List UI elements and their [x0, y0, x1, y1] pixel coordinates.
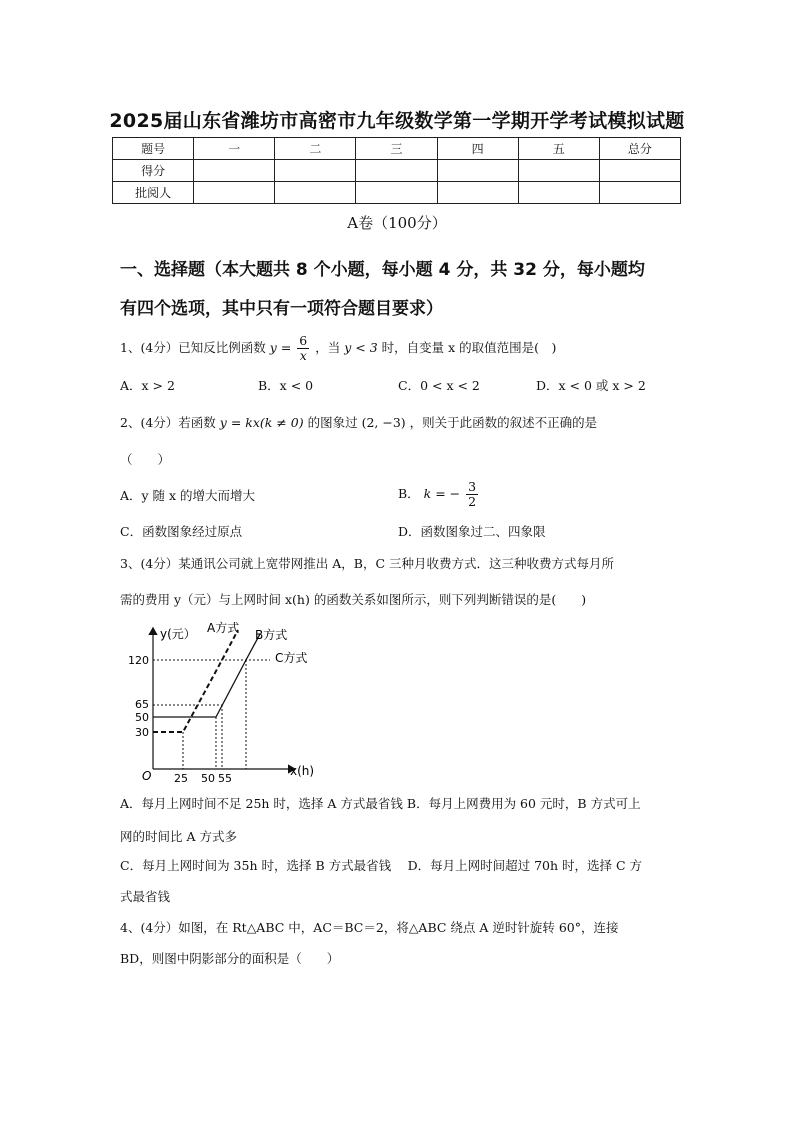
y-tick-50: 50 — [135, 711, 149, 724]
q1-option-a[interactable]: A．x > 2 — [120, 378, 175, 393]
q2-optb-num: 3 — [468, 478, 477, 494]
score-header-cell: 总分 — [599, 138, 680, 160]
q3-options-line3[interactable]: C．每月上网时间为 35h 时，选择 B 方式最省钱 D．每月上网时间超过 70h 时，选择 C 方 — [120, 858, 643, 873]
score-cell[interactable] — [356, 160, 437, 182]
q1-frac-den: x — [299, 348, 307, 363]
q1-fraction — [297, 332, 309, 363]
q3-options-line4: 式最省钱 — [120, 889, 171, 904]
score-cell[interactable] — [437, 160, 518, 182]
section-a-heading: A卷（100分） — [347, 214, 447, 232]
score-cell[interactable] — [599, 182, 680, 204]
q1-prefix: 1、(4分）已知反比例函数 — [120, 340, 266, 355]
q3-options-line2: 网的时间比 A 方式多 — [120, 829, 237, 844]
q2-option-a[interactable]: A．y 随 x 的增大而增大 — [120, 488, 256, 503]
y-axis-label: y(元） — [160, 627, 196, 641]
score-table — [112, 137, 681, 204]
q1-mid: ，当 — [315, 340, 341, 355]
q2-optb-prefix: B． — [398, 486, 420, 501]
q3-stem-line1: 3、(4分）某通讯公司就上宽带网推出 A，B，C 三种月收费方式．这三种收费方式每月所 — [120, 556, 615, 571]
q1-func-lhs: y = — [269, 340, 292, 355]
q2-func: y = kx(k ≠ 0) — [219, 415, 304, 430]
score-table-header-row — [113, 138, 681, 160]
score-cell[interactable] — [518, 182, 599, 204]
series-a-label: A方式 — [207, 621, 240, 635]
score-cell[interactable] — [194, 182, 275, 204]
x-tick-55: 55 — [218, 772, 232, 784]
origin-label: O — [142, 769, 152, 783]
q3-options-line1[interactable]: A．每月上网时间不足 25h 时，选择 A 方式最省钱 B．每月上网费用为 60 元时，B 方式可上 — [120, 796, 641, 811]
q3-graph — [120, 616, 340, 784]
score-header-cell: 二 — [275, 138, 356, 160]
q2-stem — [120, 413, 597, 431]
score-table-row — [113, 160, 681, 182]
x-tick-25: 25 — [174, 772, 188, 784]
q2-optb-den: 2 — [468, 494, 477, 509]
series-b-label: B方式 — [255, 628, 288, 642]
q1-option-b[interactable]: B．x < 0 — [258, 378, 314, 393]
q4-stem-line1: 4、(4分）如图，在 Rt△ABC 中，AC＝BC＝2，将△ABC 绕点 A 逆时针旋转 60°，连接 — [120, 920, 619, 935]
x-axis-label: x(h) — [290, 764, 315, 778]
q2-option-c[interactable]: C．函数图象经过原点 — [120, 524, 243, 539]
q1-frac-num: 6 — [299, 332, 308, 348]
y-tick-120: 120 — [128, 654, 149, 667]
q3-stem-line2: 需的费用 y（元）与上网时间 x(h) 的函数关系如图所示，则下列判断错误的是( ) — [120, 592, 587, 607]
score-header-cell: 题号 — [113, 138, 194, 160]
score-cell[interactable] — [194, 160, 275, 182]
score-cell[interactable] — [275, 160, 356, 182]
q2-prefix: 2、(4分）若函数 — [120, 415, 216, 430]
series-c-label: C方式 — [275, 651, 308, 665]
q2-point: (2, −3) — [361, 415, 406, 430]
q2-mid: 的图象过 — [307, 415, 358, 430]
score-header-cell: 三 — [356, 138, 437, 160]
q1-option-c[interactable]: C．0 < x < 2 — [398, 378, 480, 393]
section1-line2: 有四个选项，其中只有一项符合题目要求） — [120, 299, 443, 319]
q1-option-d[interactable]: D．x < 0 或 x > 2 — [536, 378, 646, 393]
y-tick-65: 65 — [135, 698, 149, 711]
score-cell[interactable] — [518, 160, 599, 182]
q1-stem — [120, 331, 556, 365]
score-cell[interactable] — [599, 160, 680, 182]
q1-suffix: 时，自变量 x 的取值范围是( ) — [381, 340, 557, 355]
score-header-cell: 一 — [194, 138, 275, 160]
q2-option-d[interactable]: D．函数图象过二、四象限 — [398, 524, 546, 539]
score-table-row — [113, 182, 681, 204]
score-row-label: 批阅人 — [113, 182, 194, 204]
score-cell[interactable] — [356, 182, 437, 204]
q2-optb-fraction — [466, 478, 478, 509]
q1-condition: y < 3 — [344, 340, 378, 355]
q2-suffix: ，则关于此函数的叙述不正确的是 — [409, 415, 598, 430]
section1-line1: 一、选择题（本大题共 8 个小题，每小题 4 分，共 32 分，每小题均 — [120, 260, 645, 280]
exam-title: 2025届山东省潍坊市高密市九年级数学第一学期开学考试模拟试题 — [109, 110, 685, 132]
y-tick-30: 30 — [135, 726, 149, 739]
score-header-cell: 四 — [437, 138, 518, 160]
score-cell[interactable] — [437, 182, 518, 204]
score-cell[interactable] — [275, 182, 356, 204]
q2-optb-lhs: k = − — [423, 486, 461, 501]
score-header-cell: 五 — [518, 138, 599, 160]
q2-answer-blank: （ ） — [120, 452, 171, 467]
q2-option-b[interactable] — [398, 476, 480, 512]
score-row-label: 得分 — [113, 160, 194, 182]
x-tick-50: 50 — [201, 772, 215, 784]
q4-stem-line2: BD，则图中阴影部分的面积是（ ） — [120, 951, 340, 966]
